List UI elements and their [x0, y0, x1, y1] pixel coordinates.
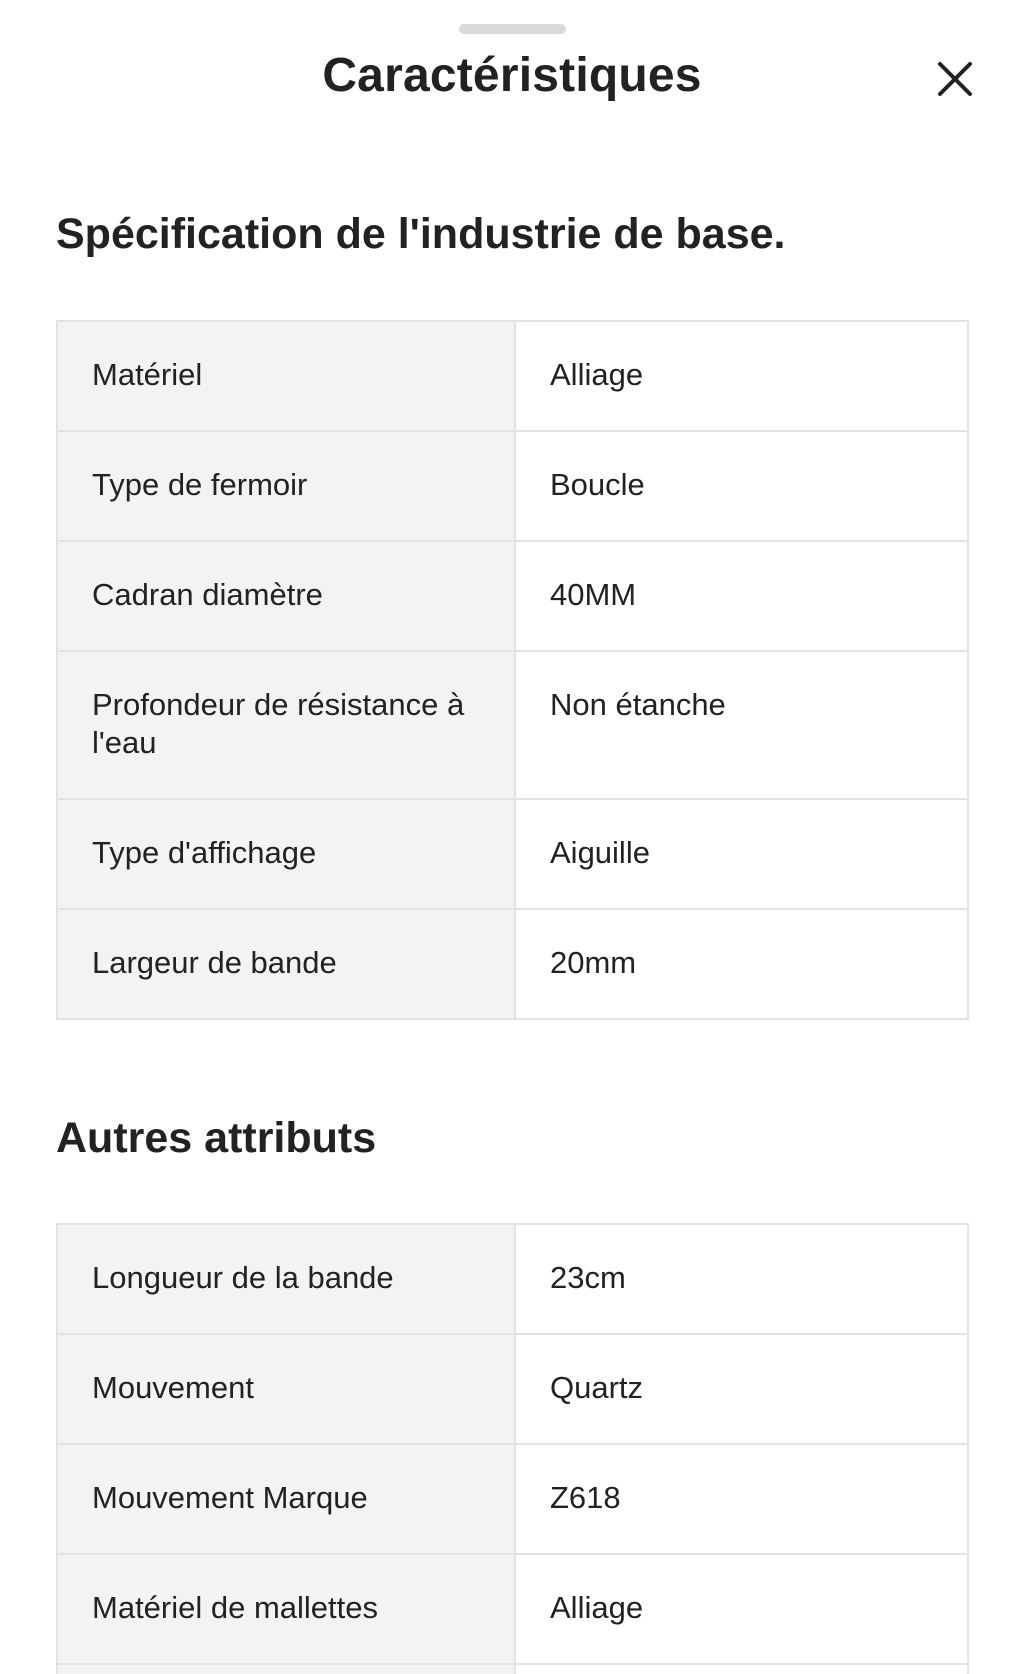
row-label: Cadran diamètre [57, 541, 515, 651]
table-row [57, 799, 968, 909]
row-value [515, 1664, 968, 1674]
close-icon [928, 52, 982, 106]
row-value: Alliage [515, 1554, 968, 1664]
section-heading-other-attributes: Autres attributs [56, 1114, 377, 1162]
basic-spec-table [56, 320, 969, 1020]
row-value: 40MM [515, 541, 968, 651]
row-label: Mouvement [57, 1334, 515, 1444]
row-value: Z618 [515, 1444, 968, 1554]
table-row [57, 321, 968, 431]
row-value: 23cm [515, 1224, 968, 1334]
table-row [57, 541, 968, 651]
row-label: Type d'affichage [57, 799, 515, 909]
table-row [57, 909, 968, 1019]
row-value: Quartz [515, 1334, 968, 1444]
row-label: Matériel de mallettes [57, 1554, 515, 1664]
row-label [57, 1664, 515, 1674]
table-row [57, 1224, 968, 1334]
row-value: Non étanche [515, 651, 968, 799]
section-heading-basic-spec: Spécification de l'industrie de base. [56, 210, 786, 258]
row-value: Aiguille [515, 799, 968, 909]
row-value: Boucle [515, 431, 968, 541]
row-value: Alliage [515, 321, 968, 431]
table-row [57, 1334, 968, 1444]
row-label: Longueur de la bande [57, 1224, 515, 1334]
row-label: Type de fermoir [57, 431, 515, 541]
table-row [57, 1664, 968, 1674]
table-row [57, 651, 968, 799]
row-label: Largeur de bande [57, 909, 515, 1019]
drag-handle[interactable] [459, 24, 566, 34]
page-title: Caractéristiques [322, 49, 702, 102]
row-label: Profondeur de résistance à l'eau [57, 651, 515, 799]
row-label: Mouvement Marque [57, 1444, 515, 1554]
table-row [57, 1554, 968, 1664]
table-row [57, 1444, 968, 1554]
row-label: Matériel [57, 321, 515, 431]
row-value: 20mm [515, 909, 968, 1019]
other-attributes-table [56, 1223, 969, 1674]
close-button[interactable] [928, 52, 982, 106]
table-row [57, 431, 968, 541]
